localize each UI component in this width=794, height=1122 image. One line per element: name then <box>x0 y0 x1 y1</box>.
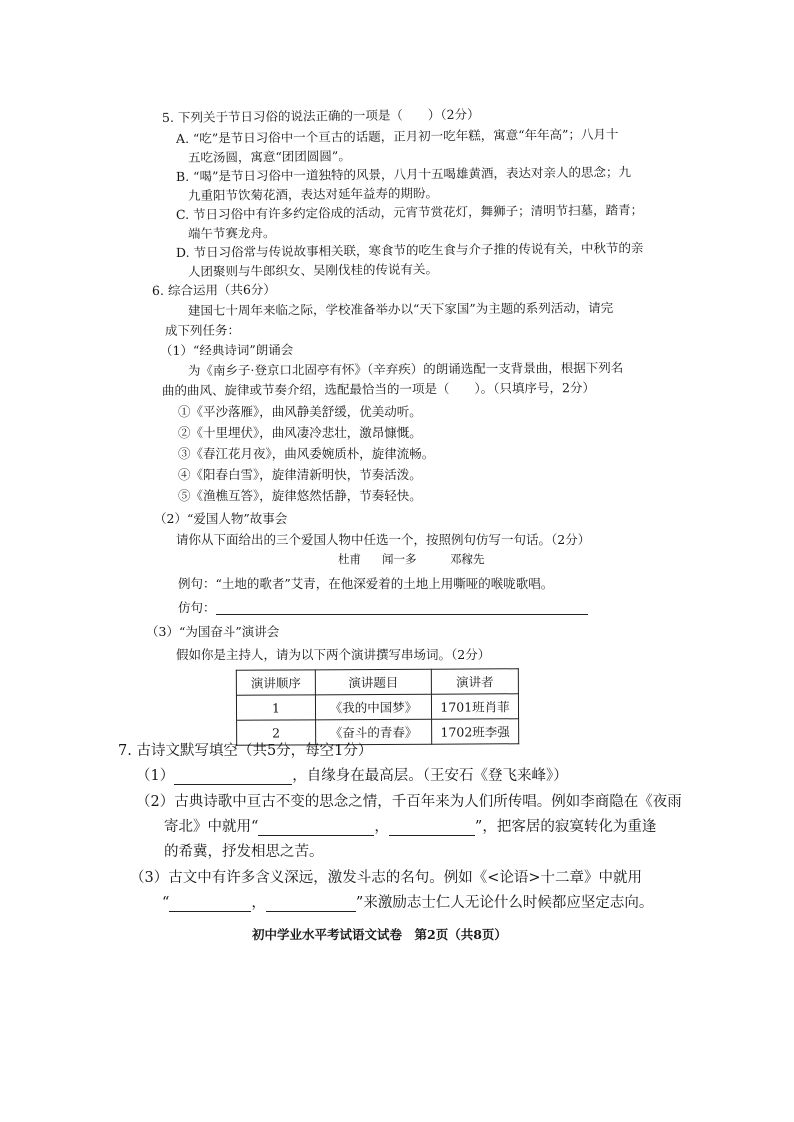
q7-item3-comma: ， <box>251 895 266 911</box>
imitation-line <box>178 600 588 615</box>
q6-sub2-example: 例句：“土地的歌者”艾青，在他深爱着的土地上用嘶哑的喉咙歌唱。 <box>178 576 554 591</box>
q7-item3-blank-2[interactable] <box>266 896 356 912</box>
q5-option-a-line1: A. “吃”是节日习俗中一个亘古的话题，正月初一吃年糕，寓意“年年高”；八月十 <box>175 126 619 146</box>
q7-item3-line2 <box>162 895 653 912</box>
q7-item2-blank-1[interactable] <box>258 820 374 836</box>
imitation-answer-blank[interactable] <box>216 600 588 615</box>
q5-option-c-line1: C. 节日习俗中有许多约定俗成的活动，元宵节赏花灯，舞狮子；清明节扫墓，踏青； <box>175 202 644 222</box>
q6-sub1-option: ④《阳春白雪》，旋律清新明快，节奏活泼。 <box>178 467 422 482</box>
table-cell: 1701班肖菲 <box>431 694 518 719</box>
q7-item3-open-quote: “ <box>162 895 170 911</box>
imitation-label: 仿句： <box>178 600 216 615</box>
q6-sub2-title: （2）“爱国人物”故事会 <box>154 511 288 526</box>
q7-item2-line1: （2）古典诗歌中亘古不变的思念之情，千百年来为人们所传唱。例如李商隐在《夜雨 <box>136 794 682 810</box>
table-header-cell: 演讲者 <box>431 669 518 694</box>
table-cell: 《我的中国梦》 <box>315 694 431 720</box>
q6-sub3-instruction: 假如你是主持人，请为以下两个演讲撰写串场词。（2分） <box>176 647 491 662</box>
q5-stem: 5. 下列关于节日习俗的说法正确的一项是（ ）（2分） <box>161 106 480 125</box>
q7-item3-blank-1[interactable] <box>169 896 251 912</box>
q7-item1-number: （1） <box>136 768 175 784</box>
q7-item2-line2 <box>164 819 656 836</box>
q7-item2-line3: 的希冀，抒发相思之苦。 <box>164 844 324 860</box>
q6-sub1-line2: 曲的曲风、旋律或节奏介绍，选配最恰当的一项是（ ）。（只填序号，2分） <box>161 379 596 398</box>
q6-sub3-title: （3）“为国奋斗”演讲会 <box>146 624 280 639</box>
q5-option-c-line2: 端午节赛龙舟。 <box>187 225 276 241</box>
q7-item1-blank[interactable] <box>174 769 292 785</box>
q6-sub1-option: ③《春江花月夜》，曲风委婉质朴，旋律流畅。 <box>178 446 435 461</box>
q7-item2-blank-2[interactable] <box>389 820 475 836</box>
q5-option-d-line1: D. 节日习俗常与传说故事相关联，寒食节的吃生食与介子推的传说有关，中秋节的亲 <box>175 240 644 260</box>
table-row <box>236 694 518 720</box>
q7-item3-suffix: ”来激励志士仁人无论什么时候都应坚定志向。 <box>355 895 654 911</box>
q6-intro-line1: 建国七十周年来临之际，学校准备举办以“天下家国”为主题的系列活动，请完 <box>187 300 614 318</box>
q6-sub1-title: （1）“经典诗词”朗诵会 <box>159 342 294 358</box>
person-name: 邓稼先 <box>450 552 485 566</box>
q5-option-d-line2: 人团聚则与牛郎织女、吴刚伐桂的传说有关。 <box>187 261 439 279</box>
q7-item2-suffix: ”，把客居的寂寞转化为重逢 <box>474 819 657 835</box>
speech-table <box>236 668 519 745</box>
q7-stem: 7. 古诗文默写填空（共5分，每空1分） <box>118 743 373 759</box>
q7-item3-line1: （3）古文中有许多含义深远，激发斗志的名句。例如《<论语>十二章》中就用 <box>130 870 643 886</box>
q7-item1-text: ，自缘身在最高层。（王安石《登飞来峰》） <box>292 768 568 784</box>
table-cell: 《奋斗的青春》 <box>316 719 432 745</box>
table-cell: 1702班李强 <box>432 719 519 744</box>
q7-item1 <box>136 768 568 785</box>
table-header-cell: 演讲顺序 <box>236 670 315 695</box>
table-row <box>237 719 519 745</box>
q6-stem: 6. 综合运用（共6分） <box>151 281 276 298</box>
q5-option-a-line2: 五吃汤圆，寓意“团团圆圆”。 <box>187 148 351 165</box>
person-name: 闻一多 <box>382 552 417 566</box>
q6-intro-line2: 成下列任务： <box>164 322 241 338</box>
table-header-cell: 演讲题目 <box>315 669 431 695</box>
q7-item2-comma: ， <box>374 819 389 835</box>
page-footer: 初中学业水平考试语文试卷 第2页（共8页） <box>252 927 507 942</box>
q5-option-b-line2: 九重阳节饮菊花酒，表达对延年益寿的期盼。 <box>187 185 439 203</box>
q6-sub1-line1: 为《南乡子·登京口北固亭有怀》（辛弃疾）的朗诵选配一支背景曲，根据下列名 <box>187 359 624 378</box>
q7-item2-prefix: 寄北》中就用“ <box>164 819 259 835</box>
table-cell: 1 <box>236 695 315 720</box>
q6-sub1-option: ⑤《渔樵互答》，旋律悠然恬静，节奏轻快。 <box>178 488 422 503</box>
table-cell: 2 <box>237 720 316 745</box>
q6-sub1-option: ①《平沙落雁》，曲风静美舒缓，优美动听。 <box>178 404 422 419</box>
q6-sub2-instruction: 请你从下面给出的三个爱国人物中任选一个，按照例句仿写一句话。（2分） <box>176 532 591 547</box>
q5-option-b-line1: B. “喝”是节日习俗中一道独特的风景，八月十五喝雄黄酒，表达对亲人的思念；九 <box>175 164 631 184</box>
person-name: 杜甫 <box>338 552 361 566</box>
q6-sub1-option: ②《十里埋伏》，曲风凄冷悲壮，激昂慷慨。 <box>178 425 422 440</box>
table-header-row <box>236 669 518 695</box>
